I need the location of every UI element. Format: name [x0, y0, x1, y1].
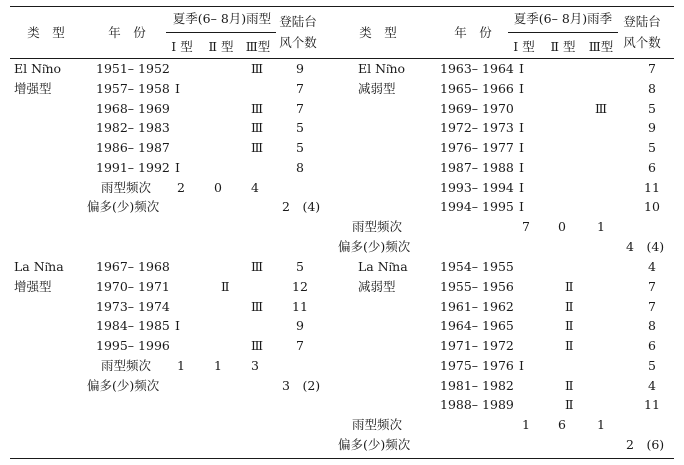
row-rain-type: Ⅰ: [519, 80, 524, 96]
row-rain-type: Ⅲ: [251, 100, 264, 116]
header-year: 年 份: [108, 25, 146, 40]
row-landfall-count: 6: [648, 159, 656, 175]
group-type-cn: 减弱型: [358, 278, 396, 294]
row-landfall-count: 5: [296, 259, 304, 274]
row-year: 1965– 1966: [440, 80, 514, 96]
row-year: 1995– 1996: [96, 338, 170, 353]
row-year: 1981– 1982: [440, 377, 514, 393]
header-landfall-1-right: 登陆台: [623, 14, 661, 29]
row-year: 1976– 1977: [440, 140, 514, 155]
row-landfall-count: 5: [296, 120, 304, 136]
row-year: 1963– 1964: [440, 61, 514, 76]
table-bottom-rule: [10, 458, 674, 459]
rain-subheader-rule-left: [166, 32, 276, 33]
header-rain-type-2: Ⅱ 型: [208, 39, 234, 54]
header-summer-rain: 夏季(6– 8月)雨型: [172, 11, 272, 26]
header-rain-type-3-right: Ⅲ型: [588, 39, 614, 54]
row-rain-type: Ⅲ: [251, 298, 264, 314]
row-landfall-count: 11: [644, 179, 660, 195]
row-year: 1991– 1992: [96, 159, 170, 175]
row-landfall-count: 5: [648, 140, 656, 155]
header-landfall-1: 登陆台: [279, 14, 317, 29]
group-type-en: El Ni͂no: [358, 61, 406, 76]
row-rain-type: Ⅰ: [519, 159, 524, 175]
row-landfall-count: 8: [648, 80, 656, 96]
row-year: 1994– 1995: [440, 199, 514, 215]
row-landfall-count: 7: [296, 100, 304, 116]
freq-value: 1: [177, 357, 185, 373]
row-year: 1984– 1985: [96, 318, 170, 334]
row-rain-type: Ⅲ: [251, 338, 264, 353]
row-year: 1973– 1974: [96, 298, 170, 314]
row-landfall-count: 12: [292, 278, 308, 294]
row-rain-type: Ⅰ: [175, 159, 180, 175]
freq-label: 雨型频次: [352, 219, 403, 234]
row-rain-type: Ⅰ: [519, 357, 524, 373]
header-type: 类 型: [27, 25, 65, 40]
row-landfall-count: 8: [296, 159, 304, 175]
row-year: 1986– 1987: [96, 140, 170, 155]
row-landfall-count: 4: [648, 259, 656, 274]
row-rain-type: Ⅲ: [595, 100, 608, 116]
row-rain-type: Ⅲ: [251, 61, 264, 76]
freq-value: 1: [522, 417, 530, 432]
row-rain-type: Ⅱ: [565, 318, 574, 334]
row-year: 1967– 1968: [96, 259, 170, 274]
row-rain-type: Ⅱ: [565, 397, 574, 413]
row-landfall-count: 7: [296, 80, 304, 96]
row-year: 1970– 1971: [96, 278, 170, 294]
freq-value: 0: [214, 179, 222, 195]
freq-value: 1: [597, 219, 605, 234]
freq-value: 1: [214, 357, 222, 373]
row-landfall-count: 11: [292, 298, 308, 314]
bias-label: 偏多(少)频次: [87, 377, 160, 393]
row-landfall-count: 6: [648, 338, 656, 353]
freq-value: 3: [251, 357, 259, 373]
group-type-en: El Ni͂no: [14, 61, 62, 76]
row-rain-type: Ⅰ: [519, 179, 524, 195]
freq-value: 1: [597, 417, 605, 432]
header-type-right: 类 型: [359, 25, 397, 40]
row-year: 1955– 1956: [440, 278, 514, 294]
row-landfall-count: 7: [648, 61, 656, 76]
row-year: 1969– 1970: [440, 100, 514, 116]
row-rain-type: Ⅰ: [175, 318, 180, 334]
bias-value: 4 (4): [626, 238, 665, 254]
header-summer-rain-right: 夏季(6– 8月)雨季: [513, 11, 613, 26]
row-year: 1993– 1994: [440, 179, 514, 195]
freq-value: 6: [558, 417, 566, 432]
freq-value: 2: [177, 179, 185, 195]
freq-label: 雨型频次: [101, 179, 152, 195]
row-rain-type: Ⅲ: [251, 140, 264, 155]
row-rain-type: Ⅲ: [251, 120, 264, 136]
row-year: 1954– 1955: [440, 259, 514, 274]
group-type-en: La Ni͂na: [14, 259, 64, 274]
row-landfall-count: 11: [644, 397, 660, 413]
row-landfall-count: 9: [296, 61, 304, 76]
header-landfall-2-right: 风个数: [623, 35, 661, 50]
row-landfall-count: 9: [648, 120, 656, 136]
header-year-right: 年 份: [454, 25, 492, 40]
row-year: 1971– 1972: [440, 338, 514, 353]
bias-label: 偏多(少)频次: [338, 436, 411, 452]
row-landfall-count: 5: [296, 140, 304, 155]
row-year: 1987– 1988: [440, 159, 514, 175]
row-rain-type: Ⅰ: [519, 199, 524, 215]
row-rain-type: Ⅱ: [565, 338, 574, 353]
row-rain-type: Ⅰ: [519, 140, 524, 155]
bias-value: 2 (6): [626, 436, 665, 452]
row-rain-type: Ⅱ: [221, 278, 230, 294]
row-landfall-count: 7: [648, 298, 656, 314]
row-landfall-count: 5: [648, 100, 656, 116]
row-landfall-count: 9: [296, 318, 304, 334]
group-type-en: La Ni͂na: [358, 259, 408, 274]
row-rain-type: Ⅰ: [519, 120, 524, 136]
freq-label: 雨型频次: [352, 417, 403, 432]
row-rain-type: Ⅰ: [519, 61, 524, 76]
header-rain-type-2-right: Ⅱ 型: [550, 39, 576, 54]
row-rain-type: Ⅱ: [565, 278, 574, 294]
row-year: 1957– 1958: [96, 80, 170, 96]
freq-value: 0: [558, 219, 566, 234]
row-year: 1975– 1976: [440, 357, 514, 373]
row-landfall-count: 7: [648, 278, 656, 294]
row-year: 1968– 1969: [96, 100, 170, 116]
row-landfall-count: 4: [648, 377, 656, 393]
row-landfall-count: 5: [648, 357, 656, 373]
row-landfall-count: 7: [296, 338, 304, 353]
row-rain-type: Ⅱ: [565, 298, 574, 314]
row-rain-type: Ⅲ: [251, 259, 264, 274]
freq-label: 雨型频次: [101, 357, 152, 373]
bias-label: 偏多(少)频次: [338, 238, 411, 254]
row-year: 1964– 1965: [440, 318, 514, 334]
row-year: 1972– 1973: [440, 120, 514, 136]
bias-value: 3 (2): [282, 377, 321, 393]
header-rain-type-1: Ⅰ 型: [171, 39, 193, 54]
rain-subheader-rule-right: [508, 32, 618, 33]
freq-value: 7: [522, 219, 530, 234]
header-landfall-2: 风个数: [279, 35, 317, 50]
bias-value: 2 (4): [282, 199, 321, 215]
group-type-cn: 增强型: [14, 278, 52, 294]
row-rain-type: Ⅱ: [565, 377, 574, 393]
group-type-cn: 增强型: [14, 80, 52, 96]
header-bottom-rule: [10, 58, 674, 59]
row-year: 1988– 1989: [440, 397, 514, 413]
row-year: 1982– 1983: [96, 120, 170, 136]
row-rain-type: Ⅰ: [175, 80, 180, 96]
freq-value: 4: [251, 179, 259, 195]
header-rain-type-3: Ⅲ型: [245, 39, 271, 54]
row-landfall-count: 10: [644, 199, 660, 215]
row-year: 1961– 1962: [440, 298, 514, 314]
row-year: 1951– 1952: [96, 61, 170, 76]
row-landfall-count: 8: [648, 318, 656, 334]
group-type-cn: 减弱型: [358, 80, 396, 96]
header-rain-type-1-right: Ⅰ 型: [513, 39, 535, 54]
bias-label: 偏多(少)频次: [87, 199, 160, 215]
table-top-rule: [10, 6, 674, 7]
